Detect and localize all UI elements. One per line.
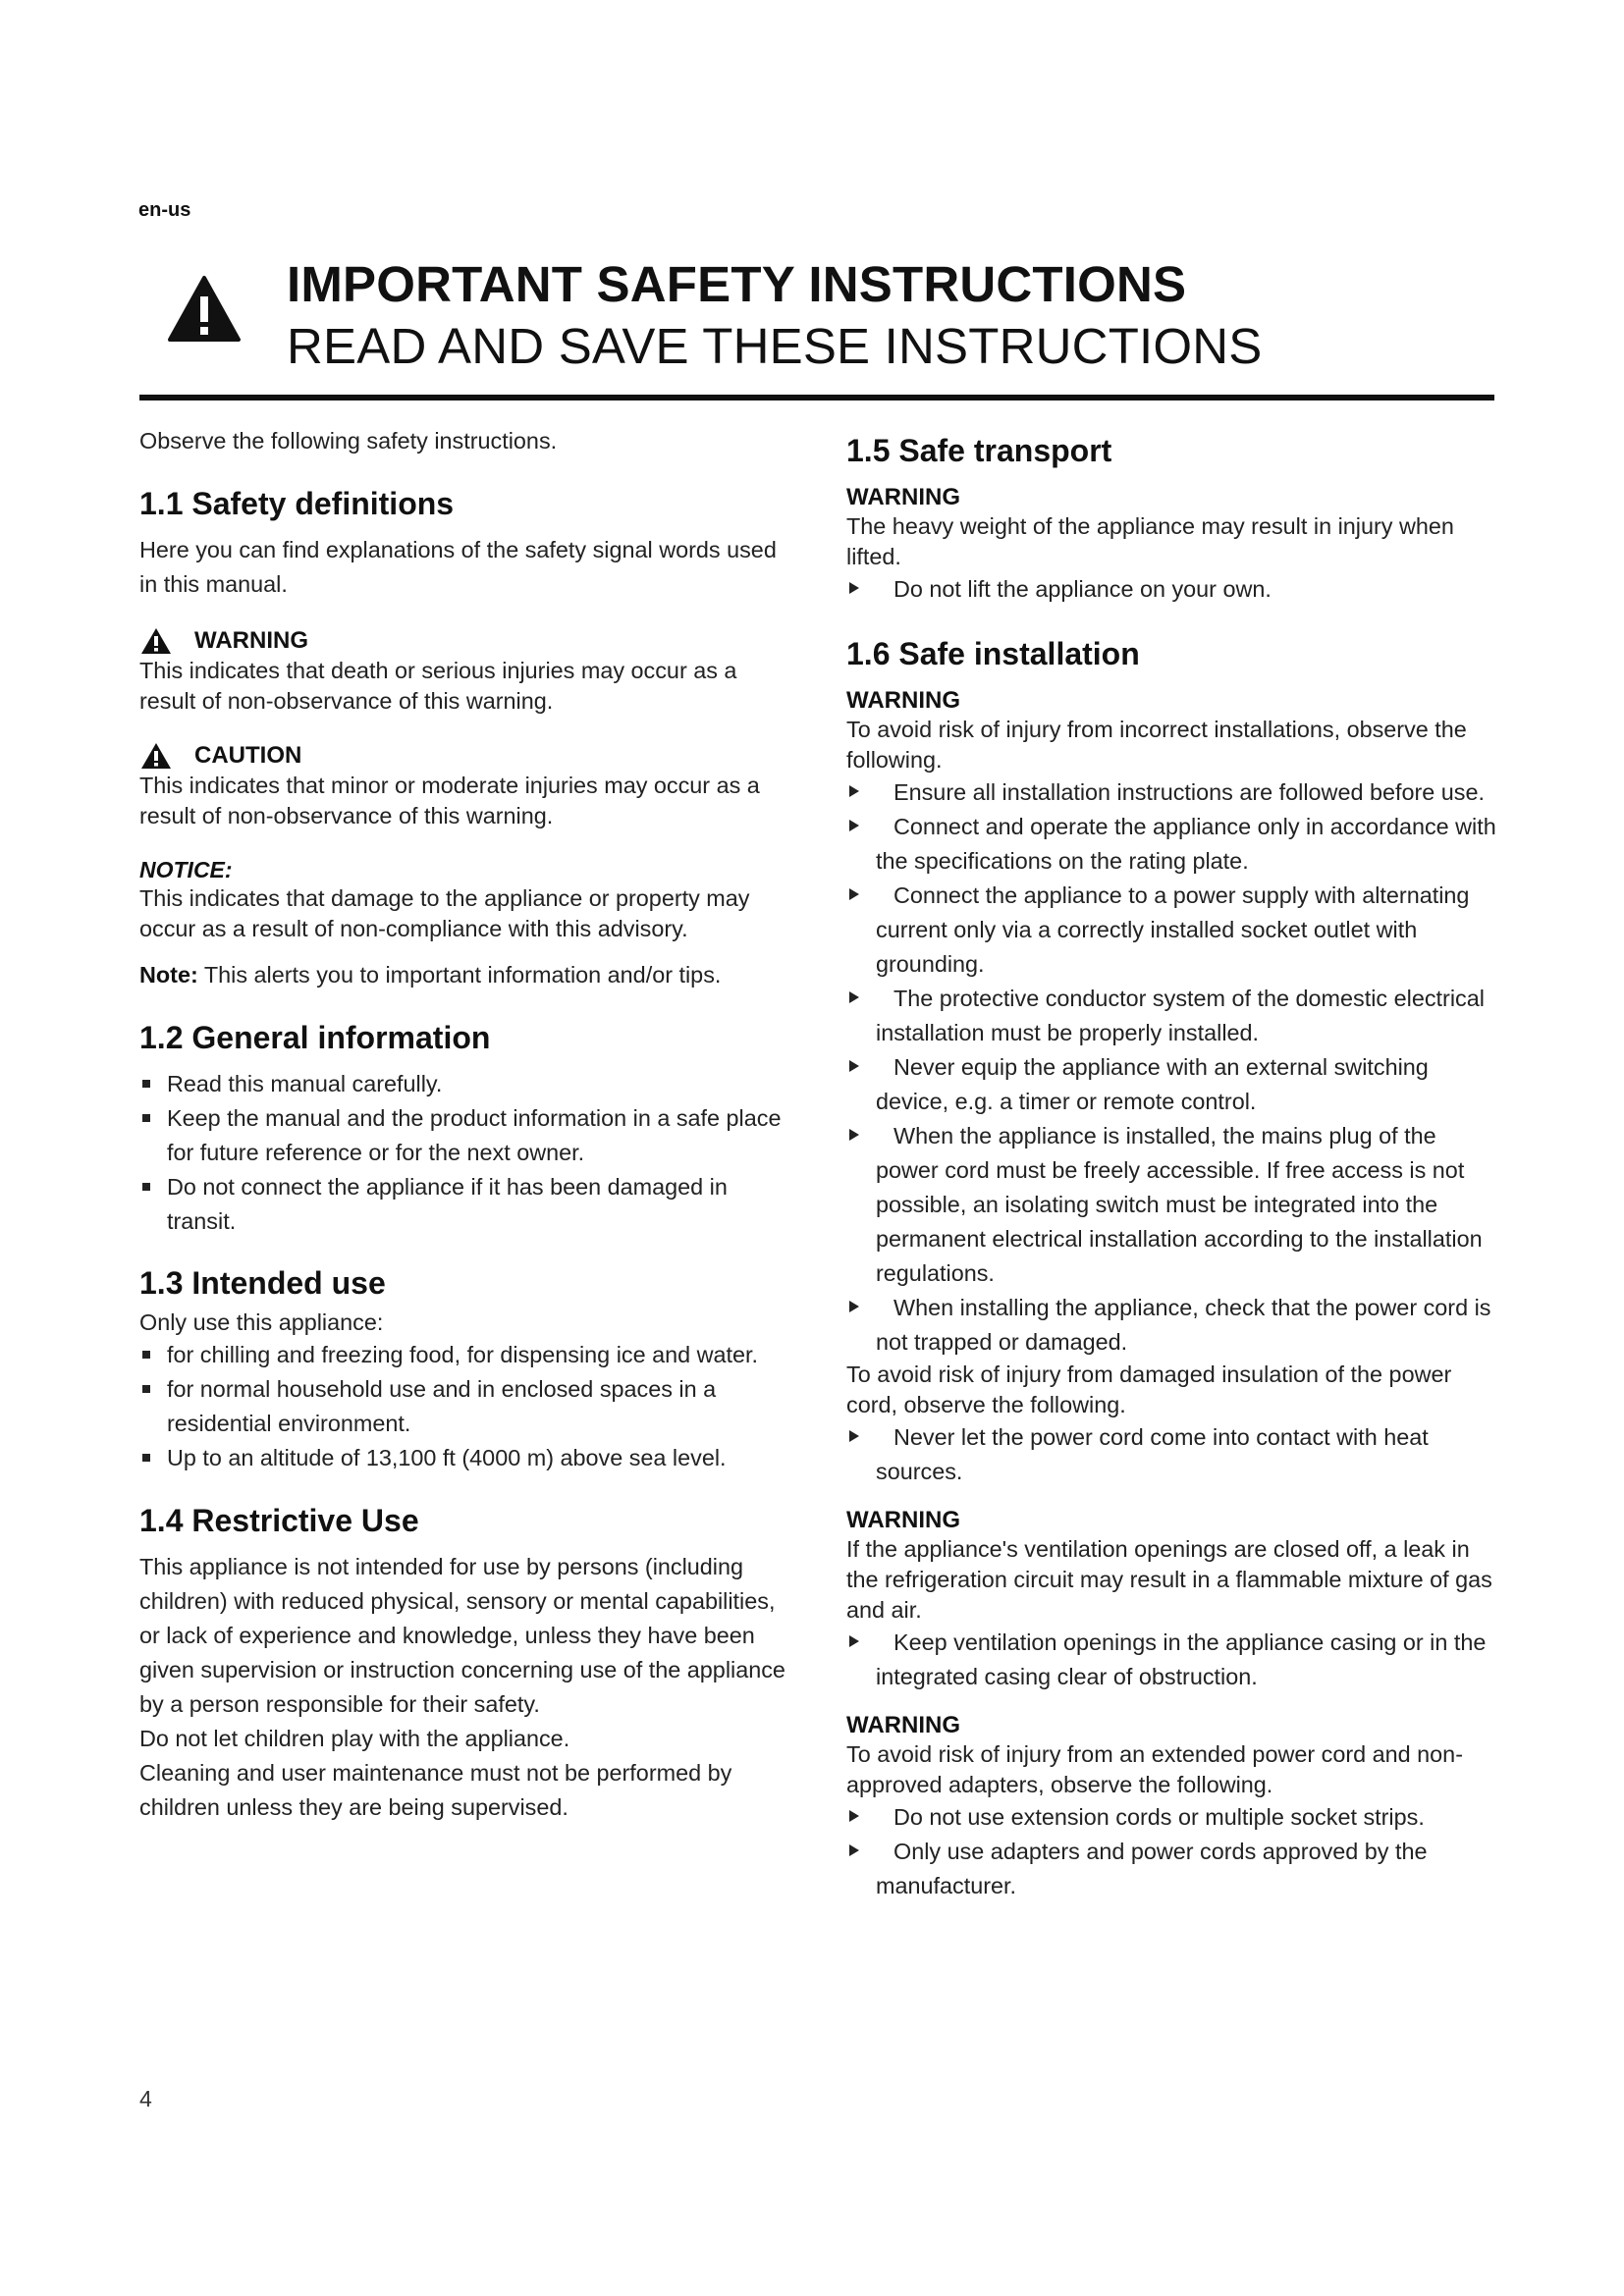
notice-definition: This indicates that damage to the appliance or property may occur as a result of non-compliance with this advisory. [139, 885, 750, 941]
note-text: This alerts you to important information and/or tips. [197, 962, 722, 988]
list-item: Up to an altitude of 13,100 ft (4000 m) above sea level. [139, 1441, 799, 1475]
transport-list [846, 572, 1504, 607]
warning-small-icon [139, 626, 173, 656]
list-item: Do not lift the appliance on your own. [846, 572, 1504, 607]
list-item: Keep ventilation openings in the appliance casing or in the integrated casing clear of obstruction. [846, 1626, 1504, 1694]
safety-definitions-text: Here you can find explanations of the safety signal words used in this manual. [139, 537, 777, 597]
warning-triangle-icon [167, 275, 242, 344]
list-item: for normal household use and in enclosed spaces in a residential environment. [139, 1372, 799, 1441]
general-info-list [139, 1067, 799, 1239]
list-item: Never equip the appliance with an external switching device, e.g. a timer or remote control. [846, 1050, 1504, 1119]
list-item: Do not use extension cords or multiple socket strips. [846, 1800, 1504, 1835]
list-item: for chilling and freezing food, for dispensing ice and water. [139, 1338, 799, 1372]
transport-warning-label: WARNING [846, 484, 960, 510]
list-item: Connect the appliance to a power supply with alternating current only via a correctly installed socket outlet with grounding. [846, 879, 1504, 982]
restrictive-use-text-3: Cleaning and user maintenance must not be performed by children unless they are being supervised. [139, 1760, 732, 1820]
ventilation-list [846, 1626, 1504, 1694]
section-heading-1-6: 1.6 Safe installation [846, 636, 1140, 671]
restrictive-use-text-1: This appliance is not intended for use by persons (including children) with reduced physical, sensory or mental capabilities, or lack of experience and knowledge, unless they have been given supervision or instruction concerning use of the appliance by a person responsible for their safety. [139, 1554, 785, 1717]
extension-list [846, 1800, 1504, 1903]
list-item: Connect and operate the appliance only in accordance with the specifications on the rating plate. [846, 810, 1504, 879]
list-item: When the appliance is installed, the mains plug of the power cord must be freely accessible. If free access is not possible, an isolating switch must be integrated into the permanent electrical installation according to the installation regulations. [846, 1119, 1504, 1291]
warning-label: WARNING [194, 627, 308, 654]
list-item: When installing the appliance, check that the power cord is not trapped or damaged. [846, 1291, 1504, 1360]
section-heading-1-4: 1.4 Restrictive Use [139, 1503, 419, 1538]
intended-use-intro: Only use this appliance: [139, 1309, 384, 1335]
section-heading-1-1: 1.1 Safety definitions [139, 486, 455, 521]
installation-warning-text: To avoid risk of injury from incorrect installations, observe the following. [846, 717, 1467, 773]
ventilation-warning-text: If the appliance's ventilation openings are closed off, a leak in the refrigeration circuit may result in a flammable mixture of gas and air. [846, 1536, 1492, 1623]
page-title: IMPORTANT SAFETY INSTRUCTIONS [287, 256, 1187, 312]
list-item: Ensure all installation instructions are followed before use. [846, 775, 1504, 810]
page-number: 4 [139, 2086, 152, 2111]
transport-warning-text: The heavy weight of the appliance may result in injury when lifted. [846, 513, 1454, 569]
extension-warning-text: To avoid risk of injury from an extended power cord and non-approved adapters, observe the following. [846, 1741, 1463, 1797]
list-item: Read this manual carefully. [139, 1067, 799, 1101]
intended-use-list [139, 1338, 799, 1475]
caution-signal [139, 741, 799, 771]
section-heading-1-5: 1.5 Safe transport [846, 433, 1112, 468]
caution-small-icon [139, 741, 173, 771]
title-divider [139, 395, 1494, 400]
installation-list [846, 775, 1504, 1360]
note-definition [139, 960, 799, 990]
power-cord-warning-text: To avoid risk of injury from damaged insulation of the power cord, observe the following. [846, 1362, 1452, 1417]
caution-definition: This indicates that minor or moderate injuries may occur as a result of non-observance of this warning. [139, 773, 760, 828]
power-cord-list [846, 1420, 1504, 1489]
restrictive-use-text-2: Do not let children play with the appliance. [139, 1726, 570, 1751]
page-subtitle: READ AND SAVE THESE INSTRUCTIONS [287, 318, 1263, 374]
warning-definition: This indicates that death or serious injuries may occur as a result of non-observance of this warning. [139, 658, 737, 714]
list-item: Only use adapters and power cords approved by the manufacturer. [846, 1835, 1504, 1903]
caution-label: CAUTION [194, 742, 302, 769]
warning-signal [139, 626, 799, 656]
list-item: The protective conductor system of the domestic electrical installation must be properly installed. [846, 982, 1504, 1050]
right-column [846, 412, 1504, 1903]
list-item: Never let the power cord come into contact with heat sources. [846, 1420, 1504, 1489]
left-column [139, 412, 799, 1825]
ventilation-warning-label: WARNING [846, 1507, 960, 1533]
section-heading-1-2: 1.2 General information [139, 1020, 491, 1055]
notice-label: NOTICE: [139, 857, 233, 882]
language-code: en-us [138, 199, 191, 221]
extension-warning-label: WARNING [846, 1712, 960, 1738]
section-heading-1-3: 1.3 Intended use [139, 1265, 386, 1301]
list-item: Keep the manual and the product information in a safe place for future reference or for the next owner. [139, 1101, 799, 1170]
installation-warning-label: WARNING [846, 687, 960, 714]
note-label: Note: [139, 962, 198, 988]
intro-text: Observe the following safety instructions. [139, 428, 558, 454]
list-item: Do not connect the appliance if it has been damaged in transit. [139, 1170, 799, 1239]
